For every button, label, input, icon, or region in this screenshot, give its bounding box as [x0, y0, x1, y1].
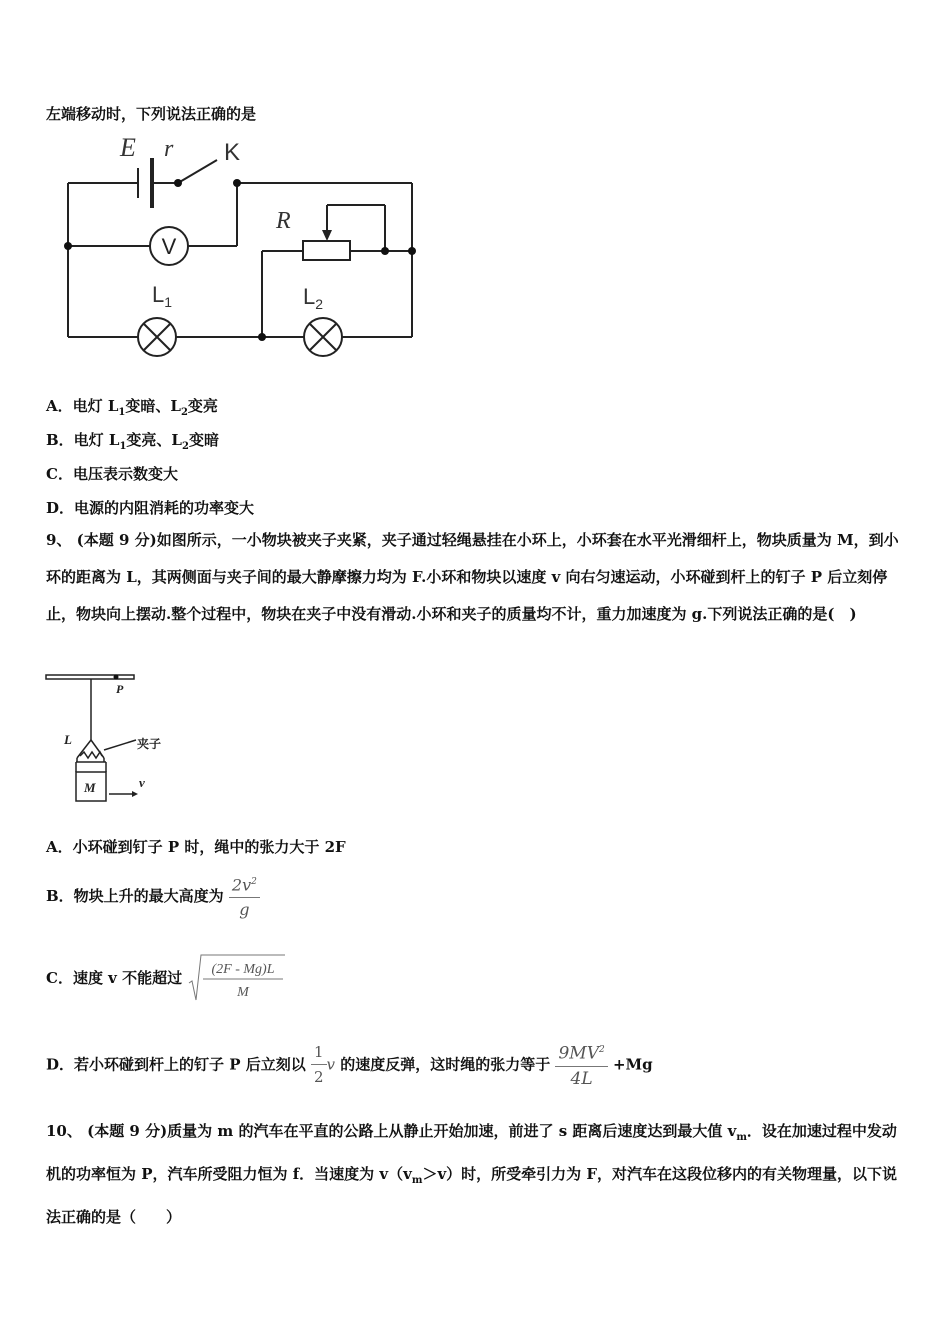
- sqrt-denominator: M: [237, 985, 250, 1000]
- label-rheostat: R: [276, 208, 291, 234]
- label-e: E: [120, 133, 136, 162]
- lamp-l1: [138, 318, 176, 356]
- intro-line: 左端移动时，下列说法正确的是: [46, 105, 257, 123]
- label-v: v: [139, 775, 145, 790]
- q9-option-a: A．小环碰到钉子 P 时，绳中的张力大于 2F: [46, 838, 346, 856]
- fraction-9mv2-over-4l: $\frac{9MV^2}{4L}$: [555, 1040, 607, 1089]
- q8-option-d: D．电源的内阻消耗的功率变大: [46, 499, 255, 517]
- voltmeter-label: V: [161, 234, 177, 259]
- q9-option-d: D．若小环碰到杆上的钉子 P 后立刻以 $\frac{1}{2}$ v 的速度反弹，这时绳的张力等于 $\frac{9MV^2}{4L}$ +Mg: [46, 1040, 653, 1089]
- label-k: K: [224, 139, 241, 166]
- q9-stem: 9、 (本题 9 分)如图所示，一小物块被夹子夹紧，夹子通过轻绳悬挂在小环上，小环套在水平光滑细杆上，物块质量为 M，到小环的距离为 L，其两侧面与夹子间的最大静摩擦力均为 F.小环和物块以速度 v 向右匀速运动，小环碰到杆上的钉子 P 后立刻停止，物块向上摆动.整个过程中，物块在夹子中没有滑动.小环和夹子的质量均不计，重力加速度为 g.下列说法正确的是( ): [46, 531, 899, 623]
- label-l: L: [64, 732, 72, 747]
- sqrt-sign: [187, 953, 287, 1003]
- fraction-one-half: $\frac{1}{2}$: [311, 1042, 327, 1087]
- rheostat: [303, 241, 350, 260]
- label-m: M: [84, 780, 96, 795]
- q8-option-c: C．电压表示数变大: [46, 465, 178, 483]
- junction-dots: [64, 179, 416, 341]
- q9-figure: [44, 672, 174, 807]
- q9-option-b: B．物块上升的最大高度为 $\frac{2v^2}{g}$: [46, 872, 260, 920]
- label-p: P: [116, 682, 124, 696]
- nail-p: [114, 675, 119, 680]
- label-l2: $L_2$: [303, 284, 324, 312]
- q8-option-b: B．电灯 $L_1$变亮、$L_2$变暗: [46, 431, 219, 452]
- sqrt-numerator: (2F - Mg)L: [211, 962, 275, 977]
- label-clip: 夹子: [137, 737, 162, 751]
- q10-stem: 10、 (本题 9 分)质量为 m 的汽车在平直的公路上从静止开始加速，前进了 s 距离后速度达到最大值 $v_m$．设在加速过程中发动机的功率恒为 P，汽车所受阻力恒为 f．当速度为 $v(v_m>v)$时，所受牵引力为 F，对汽车在这段位移内的有关物理量，以下说法正确的是（ ）: [46, 1122, 898, 1226]
- velocity-arrow: [132, 791, 138, 797]
- q9-option-c: C．速度 v 不能超过 (2F - Mg)L M: [46, 953, 287, 1003]
- slider-arrow: [322, 230, 332, 241]
- circuit-diagram: [60, 130, 430, 360]
- label-r: r: [164, 136, 174, 162]
- label-l1: $L_1$: [152, 282, 173, 310]
- half-v: v: [326, 1055, 335, 1074]
- fraction-2v2-over-g: $\frac{2v^2}{g}$: [229, 872, 260, 920]
- lamp-l2: [304, 318, 342, 356]
- q8-option-a: A．电灯 $L_1$变暗、$L_2$变亮: [46, 397, 218, 418]
- sqrt-expression: [187, 953, 287, 1003]
